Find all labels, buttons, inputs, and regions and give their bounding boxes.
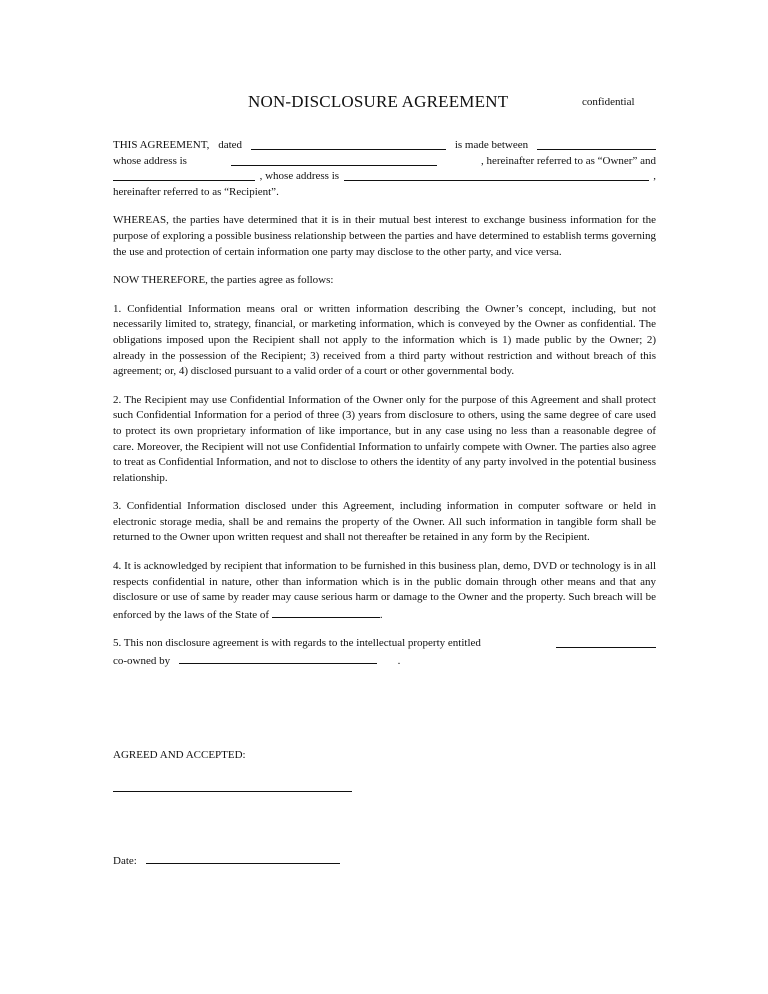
date-signature-blank[interactable]	[146, 852, 340, 864]
signature-line[interactable]	[113, 791, 352, 792]
owner-address-blank[interactable]	[231, 154, 437, 166]
clause-2: 2. The Recipient may use Confidential Information of the Owner only for the purpose of this Agreement and shall protect such Confidential Information for a period of three (3) years from disclosure to others, using the same degree of care used to protect its own proprietary information of like importance, but in any case using no less than a reasonable degree of care. Moreover, the Recipient will not use Confidential Information to unfairly compete with Owner. The parties also agree to treat as Confidential Information, and not to disclose to others the identity of any party involved in the potential business relationship.	[113, 393, 656, 484]
date-row	[113, 852, 340, 867]
clause-1: 1. Confidential Information means oral or written information describing the Owner’s concept, including, but not necessarily limited to, strategy, financial, or marketing information, which is conveyed by the Owner as confidential. The obligations imposed upon the Recipient shall not apply to the information which is 1) made public by the Owner; 2) already in the possession of the Recipient; 3) received from a third party without restriction and without breach of this agreement; or, 4) disclosed pursuant to a valid order of a court or other governmental body.	[113, 302, 656, 378]
now-therefore-paragraph: NOW THEREFORE, the parties agree as follows:	[113, 274, 334, 287]
intro-comma: ,	[653, 170, 656, 183]
state-blank[interactable]	[272, 606, 380, 618]
clause-5	[113, 636, 656, 669]
recipient-name-blank[interactable]	[113, 169, 255, 181]
clause-5-period: .	[397, 655, 401, 668]
clause-3: 3. Confidential Information disclosed under this Agreement, including information in computer software or held in electronic storage media, shall be and remains the property of the Owner. All such information in tangible form shall be returned to the Owner upon written request and shall not thereafter be retained in any form by the Recipient.	[113, 500, 656, 544]
date-blank[interactable]	[251, 138, 446, 150]
recipient-address-blank[interactable]	[344, 169, 649, 181]
intro-whose-address: whose address is	[113, 154, 187, 167]
confidential-marking: confidential	[582, 96, 635, 108]
document-title: NON-DISCLOSURE AGREEMENT	[248, 92, 509, 111]
clause-5-line-1	[113, 636, 656, 652]
intro-made-between: is made between	[454, 139, 529, 151]
date-label: Date:	[113, 855, 137, 867]
clause-5-line-2	[113, 652, 656, 670]
property-title-blank[interactable]	[556, 636, 656, 648]
document-body	[113, 138, 656, 670]
co-owner-blank[interactable]	[179, 652, 377, 664]
intro-line-4: hereinafter referred to as “Recipient”.	[113, 185, 279, 198]
clause-4-period: .	[379, 608, 383, 621]
intro-owner-ref: , hereinafter referred to as “Owner” and	[481, 154, 656, 167]
intro-line-3	[113, 169, 656, 185]
intro-line-1	[113, 138, 656, 154]
clause-4	[113, 559, 656, 623]
clause-4-text: 4. It is acknowledged by recipient that information to be furnished in this business plan, demo, DVD or technology is in all respects confidential in nature, other than information which is in the public domain through other means and that any disclosure or use of same by reader may cause serious harm or damage to the Owner and the property. Such breach will be enforced by the laws of the State of	[113, 560, 656, 621]
clause-5-text: 5. This non disclosure agreement is with regards to the intellectual property entitled	[113, 637, 481, 650]
owner-name-blank[interactable]	[537, 138, 656, 150]
intro-line-2	[113, 154, 656, 170]
title-row	[0, 92, 768, 114]
intro-whose-address-2: , whose address is	[259, 170, 340, 183]
agreed-accepted-label: AGREED AND ACCEPTED:	[113, 749, 246, 761]
intro-paragraph	[113, 138, 656, 200]
clause-5-coowned: co-owned by	[113, 655, 171, 668]
whereas-paragraph: WHEREAS, the parties have determined that it is in their mutual best interest to exchange business information for the purpose of exploring a possible business relationship between the parties and have determined to establish terms governing the use and protection of certain information one party may disclose to the other party, and vice versa.	[113, 214, 656, 258]
intro-dated: dated	[218, 139, 243, 151]
intro-this-agreement: THIS AGREEMENT,	[113, 139, 210, 151]
